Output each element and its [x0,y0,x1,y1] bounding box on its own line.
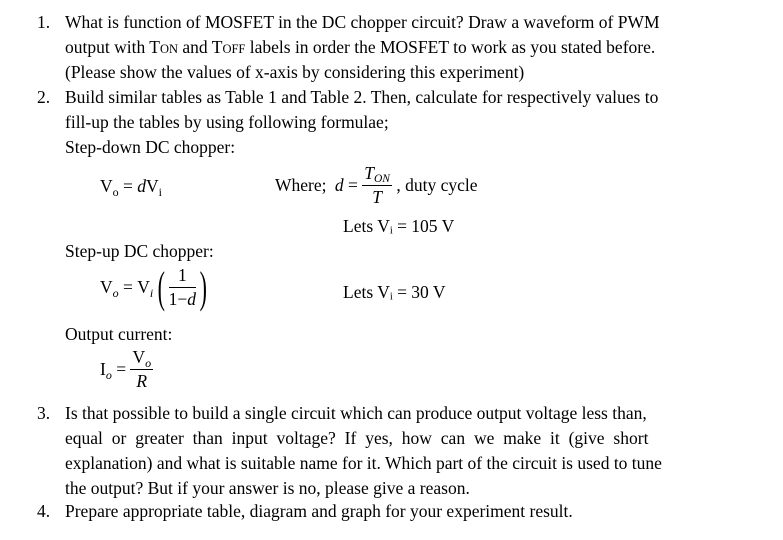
question-3-line-3: explanation) and what is suitable name for it. Which part of the circuit is used to tune [65,453,662,473]
step-up-input-note: Lets Vᵢ = 30 V [343,282,446,302]
question-3-line-2: equal or greater than input voltage? If yes, how can we make it (give short [65,428,649,448]
where-label: Where; [275,175,327,195]
question-3-line-4: the output? But if your answer is no, please give a reason. [65,478,470,498]
output-current-heading: Output current: [65,324,173,344]
step-down-heading: Step-down DC chopper: [65,137,236,157]
question-1-line-1: What is function of MOSFET in the DC chopper circuit? Draw a waveform of PWM [65,12,660,32]
step-down-formula: $V_o = dV_i$ [100,176,162,199]
duty-cycle-fraction: $\frac{\text{TON}}{T}$ [364,163,390,207]
output-current-formula: $I_o$ = $\frac{V_o}{R}$ [100,347,152,391]
duty-variable: d [334,175,344,195]
question-4-line-1: Prepare appropriate table, diagram and graph for your experiment result. [65,501,573,521]
step-up-heading: Step-up DC chopper: [65,241,214,261]
output-current-fraction: $\frac{V_o}{R}$ [132,347,152,391]
question-1-line-2: output with TON and TOFF labels in order the MOSFET to work as you stated before. [65,37,656,57]
step-up-fraction: $\frac{1}{1-d}$ [168,265,197,309]
question-1-number: 1. [37,12,51,32]
question-1-line-3: (Please show the values of x-axis by considering this experiment) [65,62,525,82]
step-down-input-note: Lets Vᵢ = 105 V [343,216,455,236]
question-3-number: 3. [37,403,51,423]
question-2-line-2: fill-up the tables by using following formulae; [65,112,389,132]
duty-cycle-definition: Where; d = $\frac{\text{TON}}{T}$ , duty cycle [275,163,478,207]
question-3-line-1: Is that possible to build a single circuit which can produce output voltage less than, [65,403,647,423]
question-2-number: 2. [37,87,51,107]
question-4-number: 4. [37,501,51,521]
question-2-line-1: Build similar tables as Table 1 and Table 2. Then, calculate for respectively values to [65,87,659,107]
duty-cycle-label: , duty cycle [396,175,478,195]
step-up-formula: $V_o = V_i$ ( $\frac{1}{1-d}$ ) [100,262,208,312]
